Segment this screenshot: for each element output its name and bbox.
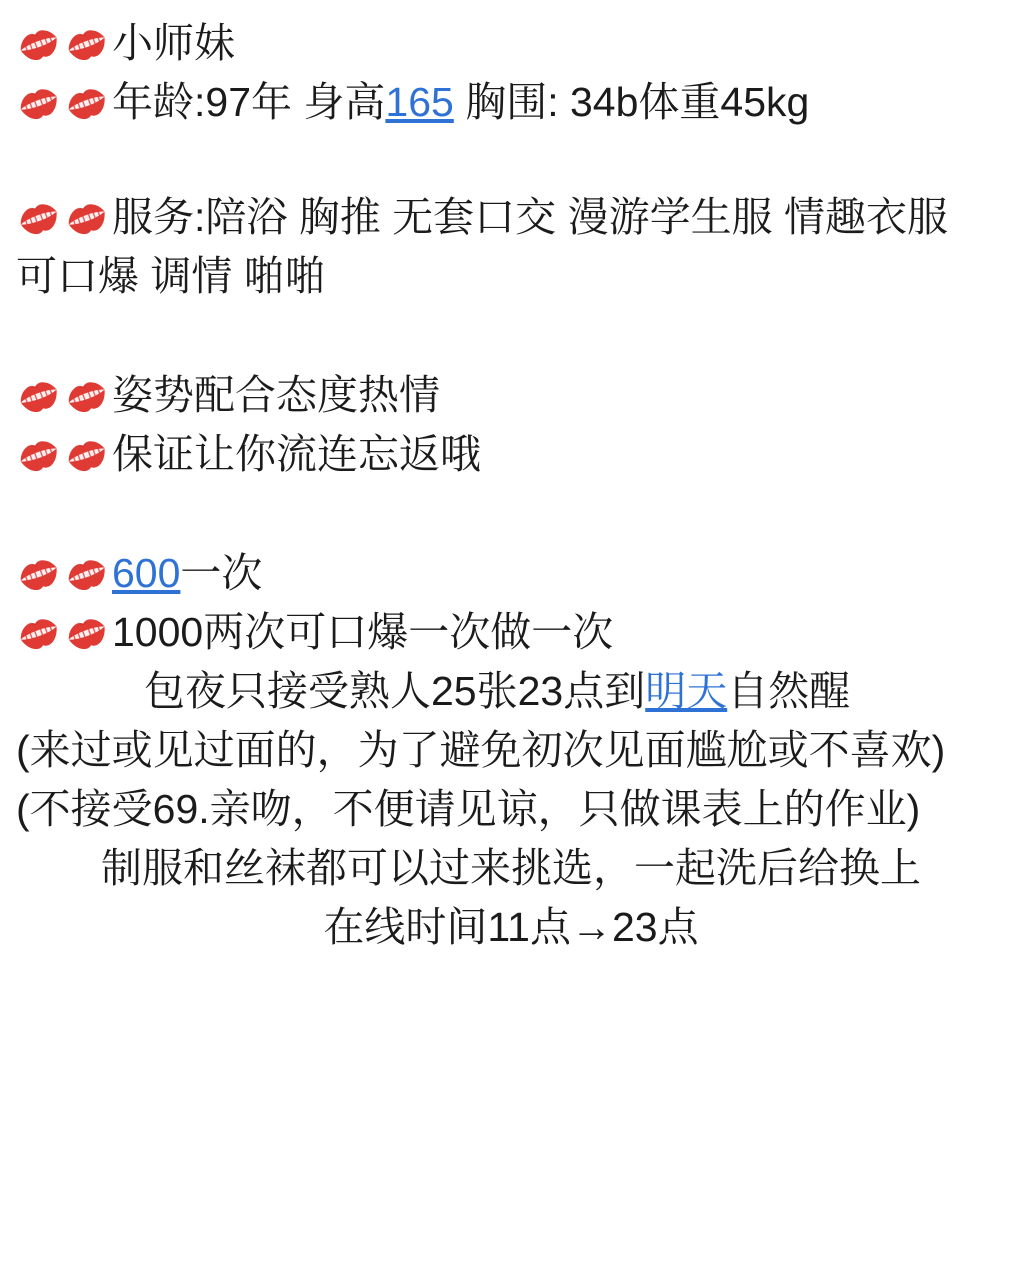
kiss-mark-lips-icon [64, 436, 110, 476]
text-block-price-2 [16, 603, 1006, 662]
text-block-note-3 [16, 839, 1006, 898]
block-spacer [16, 132, 1006, 188]
text-run-promise-0: 保证让你流连忘返哦 [112, 431, 481, 477]
kiss-mark-lips-icon [64, 199, 110, 239]
text-block-overnight [16, 662, 1006, 721]
text-run-stats-2: 胸围: 34b体重45kg [453, 79, 810, 125]
kiss-mark-lips-icon [64, 25, 110, 65]
text-block-note-1 [16, 721, 1006, 780]
kiss-mark-lips-icon [64, 84, 110, 124]
text-run-services-1-0: 服务:陪浴 胸推 无套口交 漫游学生服 情趣衣服 [112, 194, 948, 240]
text-run-price-2-0: 1000两次可口爆一次做一次 [112, 609, 614, 655]
kiss-mark-lips-icon [16, 25, 62, 65]
text-block-note-2 [16, 780, 1006, 839]
kiss-mark-lips-icon [64, 614, 110, 654]
inline-link-stats-1[interactable]: 165 [385, 79, 454, 125]
text-block-services-1 [16, 188, 1006, 247]
text-block-services-2 [16, 247, 1006, 306]
text-block-online-time [16, 898, 1006, 957]
text-run-note-2-0: (不接受69.亲吻，不便请见谅，只做课表上的作业) [16, 786, 921, 832]
text-block-attitude [16, 366, 1006, 425]
text-run-note-3-0: 制服和丝袜都可以过来挑选，一起洗后给换上 [101, 845, 921, 891]
text-run-note-1-0: (来过或见过面的，为了避免初次见面尴尬或不喜欢) [16, 727, 946, 773]
kiss-mark-lips-icon [64, 555, 110, 595]
kiss-mark-lips-icon [16, 436, 62, 476]
kiss-mark-lips-icon [64, 377, 110, 417]
text-block-promise [16, 425, 1006, 484]
kiss-mark-lips-icon [16, 84, 62, 124]
kiss-mark-lips-icon [16, 555, 62, 595]
text-run-online-time-0: 在线时间11点→23点 [323, 904, 699, 950]
kiss-mark-lips-icon [16, 199, 62, 239]
block-spacer [16, 306, 1006, 366]
text-run-overnight-2: 自然醒 [727, 668, 851, 714]
text-block-stats [16, 73, 1006, 132]
inline-link-price-1-0[interactable]: 600 [112, 550, 181, 596]
block-spacer [16, 484, 1006, 544]
text-run-price-1-1: 一次 [180, 550, 263, 596]
text-run-attitude-0: 姿势配合态度热情 [112, 372, 440, 418]
kiss-mark-lips-icon [16, 614, 62, 654]
kiss-mark-lips-icon [16, 377, 62, 417]
text-block-title [16, 14, 1006, 73]
text-block-price-1 [16, 544, 1006, 603]
inline-link-overnight-1[interactable]: 明天 [645, 668, 728, 714]
text-run-title-0: 小师妹 [112, 20, 235, 66]
text-run-stats-0: 年龄:97年 身高 [112, 79, 386, 125]
text-run-services-2-0: 可口爆 调情 啪啪 [16, 253, 326, 299]
text-run-overnight-0: 包夜只接受熟人25张23点到 [144, 668, 646, 714]
